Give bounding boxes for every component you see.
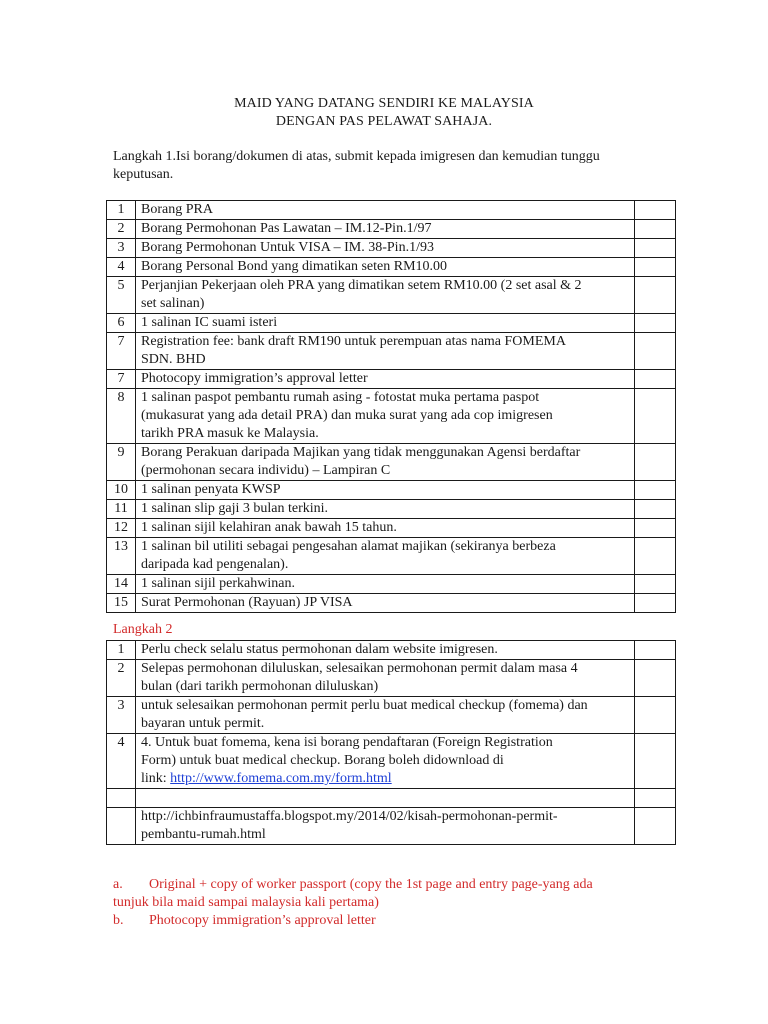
row-number: 8: [107, 389, 136, 444]
note-letter: b.: [113, 913, 124, 928]
row-text-line: daripada kad pengenalan).: [141, 557, 289, 572]
row-text-line: http://ichbinfraumustaffa.blogspot.my/2014/02/kisah-permohonan-permit-: [141, 809, 558, 824]
row-text-line: Borang Perakuan daripada Majikan yang tidak menggunakan Agensi berdaftar: [141, 445, 581, 460]
checklist-row: [107, 220, 676, 239]
row-number: 3: [107, 697, 136, 734]
row-check-cell: [635, 370, 676, 389]
intro-paragraph: Langkah 1.Isi borang/dokumen di atas, submit kepada imigresen dan kemudian tunggu keputusan.: [113, 149, 600, 182]
row-text-line: Selepas permohonan diluluskan, selesaikan permohonan permit dalam masa 4: [141, 661, 578, 676]
checklist-row: [107, 389, 676, 444]
row-number: 1: [107, 201, 136, 220]
langkah-2-row: [107, 641, 676, 660]
row-text: [136, 258, 635, 277]
row-text: [136, 220, 635, 239]
langkah-2-heading: Langkah 2: [113, 622, 173, 637]
row-number: 5: [107, 277, 136, 314]
row-text-line: 1 salinan IC suami isteri: [141, 315, 278, 330]
row-text-line: 1 salinan paspot pembantu rumah asing - fotostat muka pertama paspot: [141, 390, 540, 405]
row-text: [136, 239, 635, 258]
document-checklist-table: [106, 200, 676, 613]
langkah-2-table: [106, 640, 676, 845]
checklist-row: [107, 258, 676, 277]
checklist-row: [107, 277, 676, 314]
langkah-2-row: [107, 734, 676, 789]
row-text-line: Borang Permohonan Pas Lawatan – IM.12-Pin.1/97: [141, 221, 432, 236]
row-check-cell: [635, 519, 676, 538]
row-text-line: Perjanjian Pekerjaan oleh PRA yang dimatikan setem RM10.00 (2 set asal & 2: [141, 278, 582, 293]
row-text: [136, 314, 635, 333]
note-text: Photocopy immigration’s approval letter: [149, 913, 376, 928]
row-number: 4: [107, 734, 136, 789]
row-check-cell: [635, 333, 676, 370]
checklist-row: [107, 370, 676, 389]
row-check-cell: [635, 500, 676, 519]
row-text-line: Borang Personal Bond yang dimatikan seten RM10.00: [141, 259, 448, 274]
row-text: [136, 370, 635, 389]
row-text: [136, 201, 635, 220]
checklist-row: [107, 481, 676, 500]
row-number: [107, 789, 136, 808]
row-check-cell: [635, 314, 676, 333]
row-number: 9: [107, 444, 136, 481]
document-title: [0, 95, 768, 131]
langkah-2-row: [107, 660, 676, 697]
row-number: 2: [107, 220, 136, 239]
row-check-cell: [635, 575, 676, 594]
row-text-line: bayaran untuk permit.: [141, 716, 265, 731]
row-check-cell: [635, 734, 676, 789]
title-line-1: MAID YANG DATANG SENDIRI KE MALAYSIA: [234, 96, 534, 111]
row-text: [136, 594, 635, 613]
row-number: [107, 808, 136, 845]
row-check-cell: [635, 220, 676, 239]
row-text-line: Borang Permohonan Untuk VISA – IM. 38-Pin.1/93: [141, 240, 434, 255]
row-link-line: [141, 770, 629, 788]
row-text-line: SDN. BHD: [141, 352, 206, 367]
row-number: 10: [107, 481, 136, 500]
checklist-row: [107, 239, 676, 258]
row-text: [136, 389, 635, 444]
row-number: 7: [107, 370, 136, 389]
note-text: Original + copy of worker passport (copy the 1st page and entry page-yang ada: [149, 877, 593, 892]
row-text-line: tarikh PRA masuk ke Malaysia.: [141, 426, 319, 441]
checklist-row: [107, 314, 676, 333]
row-text: [136, 808, 635, 845]
checklist-row: [107, 538, 676, 575]
fomema-form-link[interactable]: http://www.fomema.com.my/form.html: [170, 771, 392, 786]
note-item-a-cont: tunjuk bila maid sampai malaysia kali pertama): [113, 895, 379, 910]
row-text-line: (permohonan secara individu) – Lampiran C: [141, 463, 391, 478]
checklist-row: [107, 575, 676, 594]
row-text: [136, 734, 635, 789]
row-number: 3: [107, 239, 136, 258]
row-check-cell: [635, 594, 676, 613]
row-text: [136, 519, 635, 538]
row-number: 6: [107, 314, 136, 333]
link-prefix: link:: [141, 771, 171, 786]
row-text-line: 1 salinan sijil kelahiran anak bawah 15 tahun.: [141, 520, 397, 535]
checklist-row: [107, 519, 676, 538]
row-text-line: Perlu check selalu status permohonan dalam website imigresen.: [141, 642, 498, 657]
row-text-line: 1 salinan bil utiliti sebagai pengesahan alamat majikan (sekiranya berbeza: [141, 539, 556, 554]
row-text: [136, 697, 635, 734]
row-check-cell: [635, 697, 676, 734]
row-text-line: Borang PRA: [141, 202, 213, 217]
notes-list: [113, 876, 673, 930]
row-text: [136, 333, 635, 370]
row-text: [136, 575, 635, 594]
note-item-a: [113, 876, 673, 894]
row-number: 2: [107, 660, 136, 697]
title-line-2: DENGAN PAS PELAWAT SAHAJA.: [275, 114, 493, 129]
row-text-line: 4. Untuk buat fomema, kena isi borang pendaftaran (Foreign Registration: [141, 735, 553, 750]
langkah-2-row: [107, 697, 676, 734]
row-text-line: Photocopy immigration’s approval letter: [141, 371, 368, 386]
row-check-cell: [635, 444, 676, 481]
row-check-cell: [635, 641, 676, 660]
row-text-line: untuk selesaikan permohonan permit perlu buat medical checkup (fomema) dan: [141, 698, 588, 713]
row-number: 14: [107, 575, 136, 594]
row-check-cell: [635, 277, 676, 314]
row-check-cell: [635, 481, 676, 500]
row-text-line: 1 salinan penyata KWSP: [141, 482, 281, 497]
row-check-cell: [635, 808, 676, 845]
checklist-row: [107, 500, 676, 519]
row-text-line: bulan (dari tarikh permohonan diluluskan): [141, 679, 379, 694]
row-number: 13: [107, 538, 136, 575]
row-text-line: 1 salinan slip gaji 3 bulan terkini.: [141, 501, 329, 516]
row-number: 15: [107, 594, 136, 613]
langkah-2-row: [107, 808, 676, 845]
row-number: 7: [107, 333, 136, 370]
row-text-line: pembantu-rumah.html: [141, 827, 266, 842]
row-text: [136, 500, 635, 519]
row-number: 1: [107, 641, 136, 660]
row-check-cell: [635, 789, 676, 808]
row-text-line: 1 salinan sijil perkahwinan.: [141, 576, 295, 591]
checklist-row: [107, 444, 676, 481]
row-check-cell: [635, 660, 676, 697]
row-check-cell: [635, 239, 676, 258]
langkah-2-row: [107, 789, 676, 808]
row-text: [136, 277, 635, 314]
note-letter: a.: [113, 877, 123, 892]
row-check-cell: [635, 201, 676, 220]
row-text-line: Surat Permohonan (Rayuan) JP VISA: [141, 595, 353, 610]
row-text-line: set salinan): [141, 296, 205, 311]
row-text: [136, 481, 635, 500]
checklist-row: [107, 594, 676, 613]
row-check-cell: [635, 389, 676, 444]
row-number: 12: [107, 519, 136, 538]
row-text-line: Registration fee: bank draft RM190 untuk perempuan atas nama FOMEMA: [141, 334, 566, 349]
row-text: [136, 641, 635, 660]
row-text-line: [141, 789, 629, 807]
checklist-row: [107, 333, 676, 370]
row-text: [136, 660, 635, 697]
row-text-line: (mukasurat yang ada detail PRA) dan muka surat yang ada cop imigresen: [141, 408, 553, 423]
row-text: [136, 538, 635, 575]
row-text: [136, 789, 635, 808]
row-text: [136, 444, 635, 481]
row-text-line: Form) untuk buat medical checkup. Borang boleh didownload di: [141, 753, 504, 768]
row-check-cell: [635, 258, 676, 277]
row-number: 11: [107, 500, 136, 519]
checklist-row: [107, 201, 676, 220]
row-number: 4: [107, 258, 136, 277]
row-check-cell: [635, 538, 676, 575]
note-item-b: [113, 912, 673, 930]
